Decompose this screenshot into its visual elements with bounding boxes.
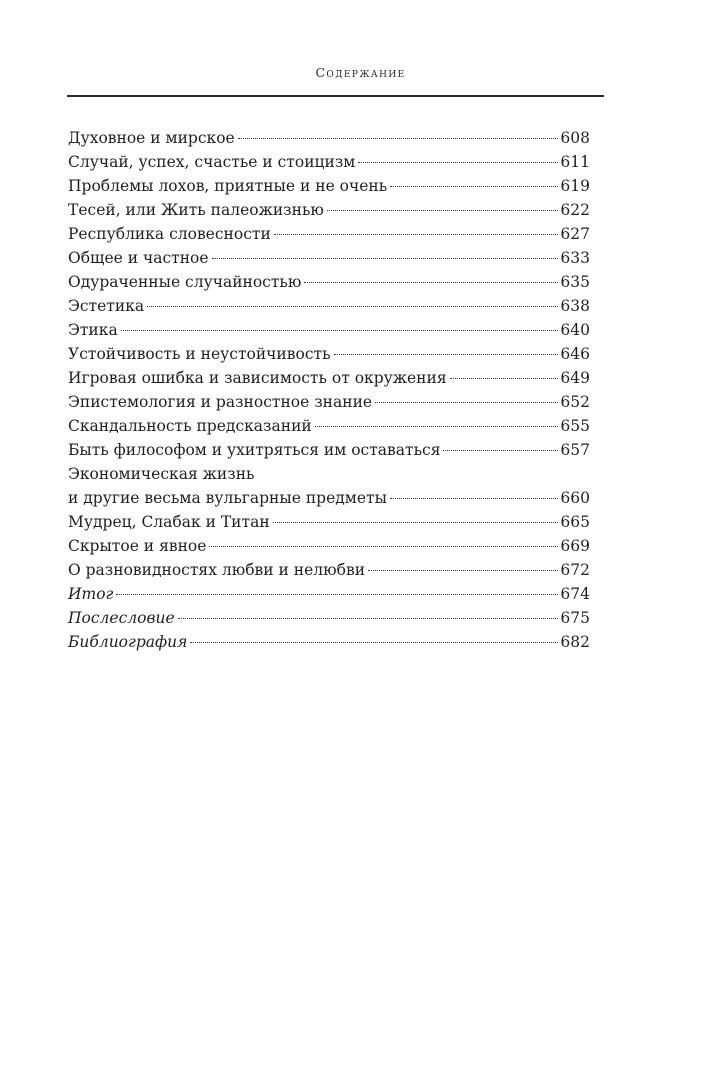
dot-leader <box>304 282 558 283</box>
toc-entry-page-number: 649 <box>560 369 590 387</box>
toc-entry-title: О разновидностях любви и нелюбви <box>68 561 366 579</box>
dot-leader <box>375 402 558 403</box>
toc-entry-page-number: 646 <box>560 345 590 363</box>
dot-leader <box>190 642 558 643</box>
toc-entry-page-number: 640 <box>560 321 590 339</box>
toc-entry-page-number: 619 <box>560 177 590 195</box>
dot-leader <box>212 258 559 259</box>
toc-entry-page-number: 674 <box>560 585 590 603</box>
toc-entry <box>68 294 590 318</box>
toc-entry-title: Общее и частное <box>68 249 209 267</box>
toc-entry-page-number: 652 <box>560 393 590 411</box>
toc-entry <box>68 222 590 246</box>
toc-entry <box>68 390 590 414</box>
toc-entry-page-number: 675 <box>560 609 590 627</box>
toc-entry-page-number: 655 <box>560 417 590 435</box>
toc-entry <box>68 174 590 198</box>
toc-entry-title: Мудрец, Слабак и Титан <box>68 513 270 531</box>
toc-entry <box>68 318 590 342</box>
dot-leader <box>238 138 559 139</box>
toc-entry <box>68 558 590 582</box>
toc-entry-page-number: 660 <box>560 489 590 507</box>
dot-leader <box>121 330 559 331</box>
dot-leader <box>315 426 559 427</box>
toc-entry <box>68 486 590 510</box>
toc-entry-page-number: 657 <box>560 441 590 459</box>
toc-entry <box>68 630 590 654</box>
toc-entry-page-number: 622 <box>560 201 590 219</box>
dot-leader <box>390 498 558 499</box>
toc-entry-page-number: 635 <box>560 273 590 291</box>
toc-entry-title: Одураченные случайностью <box>68 273 302 291</box>
dot-leader <box>147 306 558 307</box>
toc-entry-page-number: 627 <box>560 225 590 243</box>
toc-entry-title: Экономическая жизнь <box>68 465 255 483</box>
toc-entry <box>68 246 590 270</box>
toc-entry <box>68 270 590 294</box>
dot-leader <box>116 594 558 595</box>
toc-entry <box>68 414 590 438</box>
toc-entry-title: и другие весьма вульгарные предметы <box>68 489 387 507</box>
toc-entry-title: Скрытое и явное <box>68 537 207 555</box>
toc-entry-page-number: 638 <box>560 297 590 315</box>
toc-entry <box>68 150 590 174</box>
table-of-contents <box>68 126 590 654</box>
dot-leader <box>443 450 558 451</box>
dot-leader <box>178 618 559 619</box>
toc-entry <box>68 342 590 366</box>
toc-entry <box>68 534 590 558</box>
toc-entry-title: Устойчивость и неустойчивость <box>68 345 331 363</box>
header-rule <box>67 95 604 97</box>
toc-entry-title: Итог <box>68 585 114 603</box>
toc-entry-title: Этика <box>68 321 118 339</box>
toc-entry <box>68 582 590 606</box>
toc-entry <box>68 366 590 390</box>
toc-entry-title: Проблемы лохов, приятные и не очень <box>68 177 388 195</box>
toc-entry-title: Республика словесности <box>68 225 271 243</box>
toc-entry-page-number: 611 <box>560 153 590 171</box>
toc-entry-title: Игровая ошибка и зависимость от окружения <box>68 369 447 387</box>
toc-entry-page-number: 665 <box>560 513 590 531</box>
toc-entry <box>68 438 590 462</box>
dot-leader <box>327 210 559 211</box>
toc-entry-title: Библиография <box>68 633 188 651</box>
toc-entry-page-number: 672 <box>560 561 590 579</box>
toc-entry-page-number: 633 <box>560 249 590 267</box>
dot-leader <box>274 234 559 235</box>
toc-entry-title: Духовное и мирское <box>68 129 235 147</box>
dot-leader <box>334 354 559 355</box>
dot-leader <box>358 162 558 163</box>
toc-entry <box>68 510 590 534</box>
toc-entry <box>68 126 590 150</box>
dot-leader <box>390 186 558 187</box>
toc-entry-title: Скандальность предсказаний <box>68 417 312 435</box>
toc-entry-title: Эстетика <box>68 297 145 315</box>
toc-entry-title: Быть философом и ухитряться им оставаться <box>68 441 441 459</box>
toc-entry-title: Эпистемология и разностное знание <box>68 393 373 411</box>
dot-leader <box>209 546 558 547</box>
running-header: Содержание <box>315 65 406 80</box>
toc-entry-page-number: 682 <box>560 633 590 651</box>
toc-entry-page-number: 669 <box>560 537 590 555</box>
toc-entry-title: Послесловие <box>68 609 175 627</box>
dot-leader <box>368 570 558 571</box>
dot-leader <box>450 378 559 379</box>
toc-entry <box>68 462 590 486</box>
dot-leader <box>273 522 559 523</box>
toc-entry-title: Случай, успех, счастье и стоицизм <box>68 153 356 171</box>
toc-entry <box>68 198 590 222</box>
toc-entry-page-number: 608 <box>560 129 590 147</box>
toc-entry-title: Тесей, или Жить палеожизнью <box>68 201 324 219</box>
toc-entry <box>68 606 590 630</box>
